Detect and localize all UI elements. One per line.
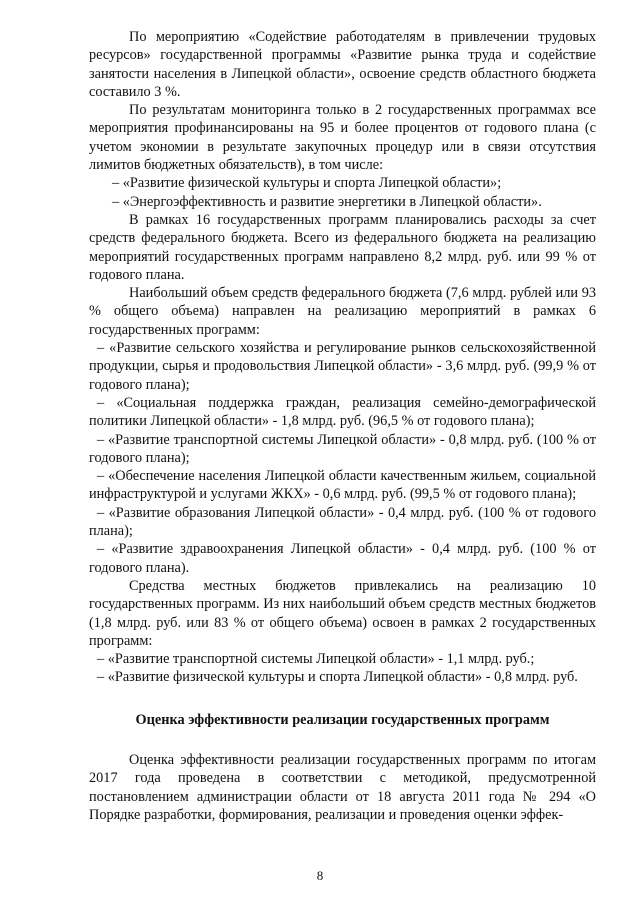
paragraph: Средства местных бюджетов привлекались на реализацию 10 государственных программ. Из них наибольший объем средств местных бюджетов (1,8 млрд. руб. или 83 % от общего объема) освоен в рамках 2 государственных программ: xyxy=(89,577,596,649)
list-item: – «Развитие физической культуры и спорта Липецкой области» - 0,8 млрд. руб. xyxy=(97,669,578,686)
list-item: – «Социальная поддержка граждан, реализация семейно-демографической политики Липецкой области» - 1,8 млрд. руб. (96,5 % от годового плана); xyxy=(89,394,596,430)
list-item: – «Развитие транспортной системы Липецкой области» - 1,1 млрд. руб.; xyxy=(97,651,535,668)
list-item: – «Развитие образования Липецкой области» - 0,4 млрд. руб. (100 % от годового плана); xyxy=(89,504,596,540)
document-body xyxy=(89,28,596,824)
body-text-bottom xyxy=(89,751,596,824)
paragraph: По результатам мониторинга только в 2 государственных программах все мероприятия профинансированы на 95 и более процентов от годового плана (с учетом экономии в результате закупочных процедур или в связи отсутствия лимитов бюджетных обязательств), в том числе: xyxy=(89,102,596,174)
paragraph: В рамках 16 государственных программ планировались расходы за счет средств федерального бюджета. Всего из федерального бюджета на реализацию мероприятий государственных программ направлено 8,2 млрд. руб. или 99 % от годового плана. xyxy=(89,211,596,283)
page-number: 8 xyxy=(316,868,324,883)
list-item: – «Развитие физической культуры и спорта Липецкой области»; xyxy=(112,175,502,192)
paragraph: По мероприятию «Содействие работодателям в привлечении трудовых ресурсов» государственной программы «Развитие рынка труда и содействие занятости населения в Липецкой области», освоение средств областного бюджета составило 3 %. xyxy=(89,29,596,100)
body-text-top xyxy=(89,28,596,687)
list-item: – «Энергоэффективность и развитие энергетики в Липецкой области». xyxy=(112,193,542,210)
paragraph: Оценка эффективности реализации государственных программ по итогам 2017 года проведена в соответствии с методикой, предусмотренной постановлением администрации области от 18 августа 2011 года № 294 «О Порядке разработки, формирования, реализации и проведения оценки эффек- xyxy=(89,751,596,823)
paragraph: Наибольший объем средств федерального бюджета (7,6 млрд. рублей или 93 % общего объема) направлен на реализацию мероприятий в рамках 6 государственных программ: xyxy=(89,285,596,338)
section-heading: Оценка эффективности реализации государственных программ xyxy=(135,711,550,728)
list-item: – «Развитие здравоохранения Липецкой области» - 0,4 млрд. руб. (100 % от годового плана). xyxy=(89,541,596,576)
list-item: – «Развитие транспортной системы Липецкой области» - 0,8 млрд. руб. (100 % от годового плана); xyxy=(89,431,596,466)
list-item: – «Развитие сельского хозяйства и регулирование рынков сельскохозяйственной продукции, сырья и продовольствия Липецкой области» - 3,6 млрд. руб. (99,9 % от годового плана); xyxy=(89,340,596,393)
list-item: – «Обеспечение населения Липецкой области качественным жильем, социальной инфраструктурой и услугами ЖКХ» - 0,6 млрд. руб. (99,5 % от годового плана); xyxy=(89,468,596,503)
